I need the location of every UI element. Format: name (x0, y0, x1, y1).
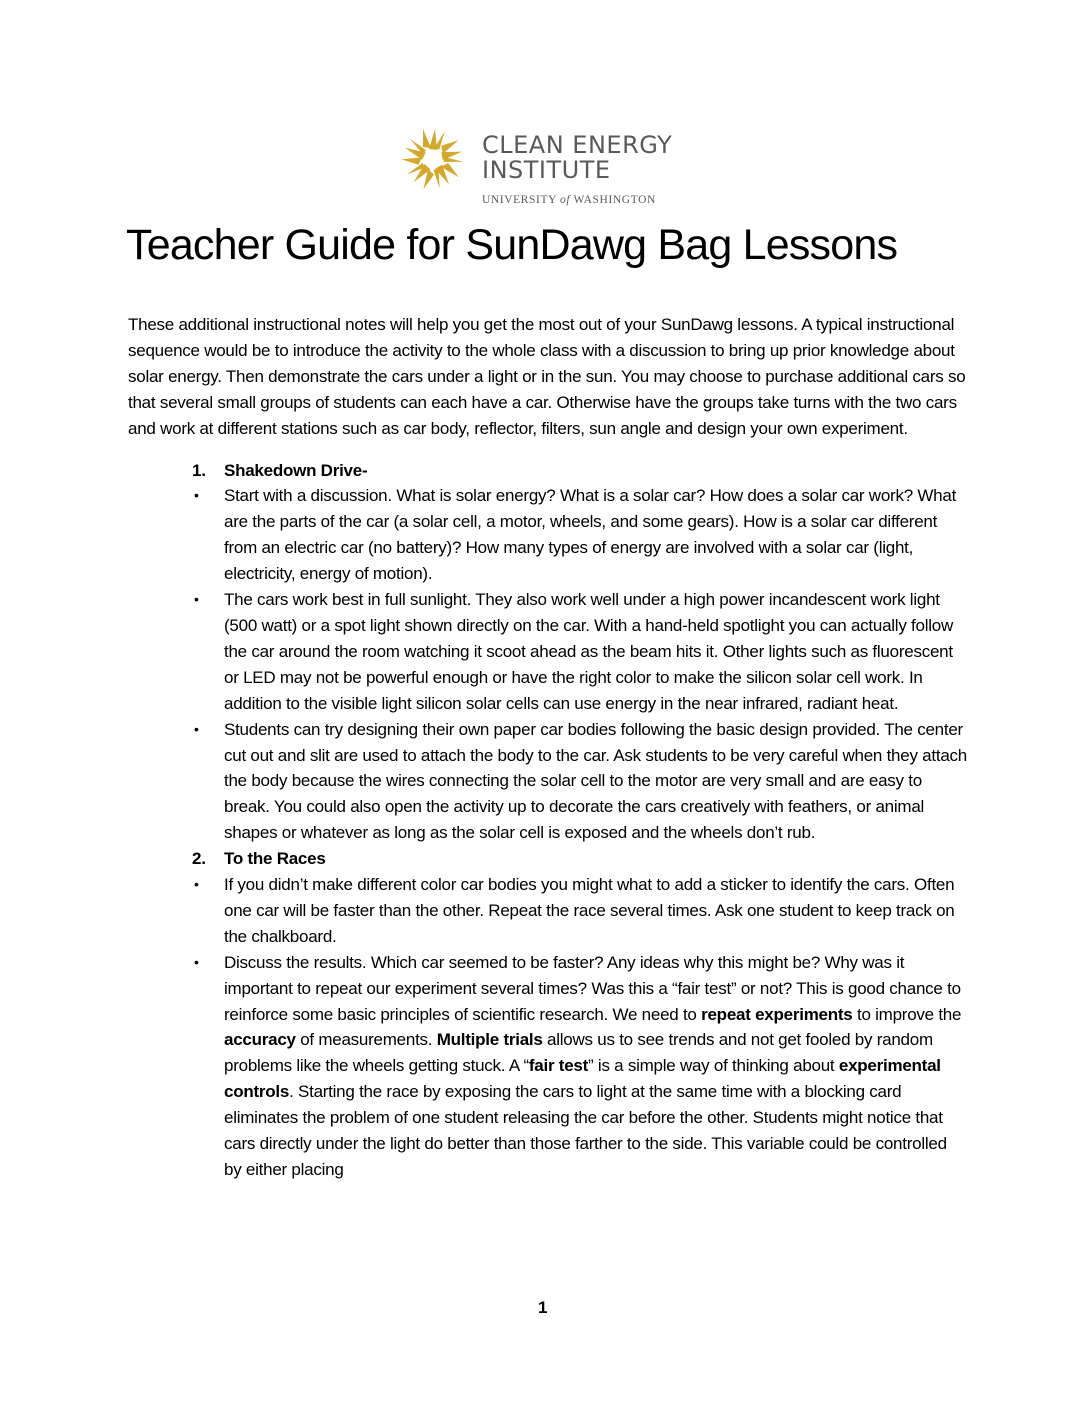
text-run: allows us to see trends and not get fooled by random problems like the wheels getting stuck. A “ (224, 1030, 933, 1076)
intro-paragraph: These additional instructional notes will help you get the most out of your SunDawg lessons. A typical instructional sequence would be to introduce the activity to the whole class with a discussion to bring up prior knowledge about solar energy. Then demonstrate the cars under a light or in the sun. You may choose to purchase additional cars so that several small groups of students can each have a car. Otherwise have the groups take turns with the two cars and work at different stations such as car body, reflector, filters, sun angle and design your own experiment. (128, 315, 966, 438)
text-run: . Starting the race by exposing the cars to light at the same time with a blocking card eliminates the problem of one student releasing the car before the other. Students might notice that cars directly under the light do better than those farther to the side. This variable could be controlled by either placing (224, 1082, 947, 1179)
bold-term: fair test (528, 1056, 589, 1076)
list-item-text: Start with a discussion. What is solar energy? What is a solar car? How does a solar car work? What are the parts of the car (a solar cell, a motor, wheels, and some gears). How is a solar car different from an electric car (no battery)? How many types of energy are involved with a solar car (light, electricity, energy of motion). (224, 486, 957, 584)
section-number: 2. (192, 849, 206, 869)
bold-term: repeat experiments (701, 1004, 853, 1024)
text-run: to improve the (852, 1004, 962, 1024)
list-item-text (224, 950, 968, 1183)
logo-text-line2: INSTITUTE (482, 156, 611, 184)
text-run: ” is a simple way of thinking about (588, 1056, 839, 1076)
section-heading (192, 458, 968, 484)
logo-university-text: UNIVERSITY (482, 194, 561, 206)
list-item-text: The cars work best in full sunlight. They also work well under a high power incandescent work light (500 watt) or a spot light shown directly on the car. With a hand-held spotlight you can actually follow the car around the room watching it scoot ahead as the beam hits it. Other lights such as fluorescent or LED may not be powerful enough or have the right color to make the silicon solar cell work. In addition to the visible light silicon solar cells can use energy in the near infrared, radiant heat. (224, 590, 954, 713)
list-item (194, 483, 968, 587)
section-heading (192, 846, 968, 872)
list-item (194, 872, 968, 950)
document-body (128, 312, 968, 1183)
logo-of-text: of (560, 194, 571, 206)
section-number: 1. (192, 460, 206, 480)
bullet-icon: • (194, 720, 199, 737)
list-item (194, 587, 968, 717)
page-number: 1 (538, 1298, 548, 1317)
logo-text-university (482, 194, 656, 206)
list-item (194, 717, 968, 847)
document-title: Teacher Guide for SunDawg Bag Lessons (126, 221, 898, 269)
clean-energy-institute-logo (400, 126, 700, 210)
bold-term: Multiple trials (436, 1030, 543, 1050)
list-item-text: If you didn’t make different color car bodies you might what to add a sticker to identify the cars. Often one car will be faster than the other. Repeat the race several times. Ask one student to keep track on the chalkboard. (224, 875, 955, 946)
text-run: of measurements. (295, 1030, 437, 1050)
bold-term: experimental controls (224, 1056, 941, 1102)
list-item (194, 950, 968, 1183)
logo-text-line1: CLEAN ENERGY (482, 131, 673, 159)
section-title: To the Races (224, 849, 326, 869)
section-title: Shakedown Drive- (224, 460, 368, 480)
bullet-icon: • (194, 487, 199, 504)
logo-washington-text: WASHINGTON (570, 194, 656, 206)
text-run: Discuss the results. Which car seemed to be faster? Any ideas why this might be? Why was it important to repeat our experiment several times? Was this a “fair test” or not? This is good chance to reinforce some basic principles of scientific research. We need to (224, 952, 961, 1024)
bullet-icon: • (194, 876, 199, 893)
bullet-icon: • (194, 591, 199, 608)
bullet-icon: • (194, 953, 199, 970)
bold-term: accuracy (224, 1030, 296, 1050)
list-item-text: Students can try designing their own paper car bodies following the basic design provided. The center cut out and slit are used to attach the body to the car. Ask students to be very careful when they attach the body because the wires connecting the solar cell to the motor are very small and are easy to break. You could also open the activity up to decorate the cars creatively with feathers, or animal shapes or whatever as long as the solar cell is exposed and the wheels don’t rub. (224, 719, 967, 843)
sunburst-icon (400, 126, 466, 192)
